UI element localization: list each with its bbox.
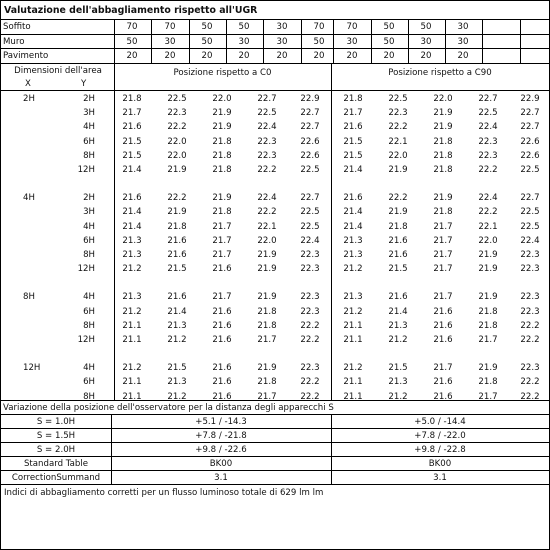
c90-value: 21.6 <box>433 335 453 345</box>
c0-value: 21.6 <box>122 122 142 133</box>
c90-value: 21.3 <box>343 292 363 303</box>
row-y-label: 3H <box>83 108 95 119</box>
c0-value: 21.3 <box>167 320 187 331</box>
c90-value: 22.0 <box>388 150 408 161</box>
reflectance-value: 50 <box>126 37 138 47</box>
c0-value: 21.4 <box>167 306 187 317</box>
c90-value: 22.6 <box>520 136 540 147</box>
reflectance-value: 50 <box>313 37 325 47</box>
c0-value: 21.6 <box>212 377 232 388</box>
c90-value: 21.6 <box>343 193 363 204</box>
grid-line <box>1 48 549 49</box>
c90-value: 21.9 <box>433 122 453 133</box>
c90-value: 21.7 <box>433 292 453 303</box>
c0-value: 21.6 <box>212 320 232 331</box>
c0-header: Posizione rispetto a C0 <box>173 68 272 78</box>
c90-value: 21.8 <box>478 377 498 388</box>
c90-value: 21.3 <box>343 250 363 260</box>
reflectance-value: 20 <box>238 51 250 61</box>
c0-value: 21.8 <box>257 320 277 331</box>
c0-value: 21.8 <box>212 150 232 161</box>
c0-value: 22.7 <box>300 108 320 119</box>
c0-value: 21.9 <box>212 193 232 204</box>
grid-line <box>1 90 549 91</box>
variation-c90: +9.8 / -22.8 <box>414 445 466 455</box>
c90-value: 21.1 <box>343 391 363 402</box>
c90-value: 21.2 <box>343 264 363 275</box>
correction-summand-label: CorrectionSummand <box>11 473 101 483</box>
reflectance-value: 70 <box>126 22 138 32</box>
c90-value: 22.4 <box>520 235 540 246</box>
grid-line <box>1 456 549 457</box>
c0-value: 22.2 <box>300 391 320 402</box>
c0-value: 21.1 <box>122 391 142 402</box>
reflectance-value: 30 <box>276 22 288 32</box>
c90-value: 21.7 <box>478 391 498 402</box>
grid-line <box>1 470 549 471</box>
c90-value: 21.9 <box>478 250 498 260</box>
c90-value: 21.8 <box>433 150 453 161</box>
reflectance-value: 50 <box>238 22 250 32</box>
c0-value: 21.7 <box>212 292 232 303</box>
variation-c90: +5.0 / -14.4 <box>414 417 466 427</box>
reflectance-value: 20 <box>313 51 325 61</box>
c0-value: 22.9 <box>300 94 320 104</box>
c90-value: 21.1 <box>343 335 363 345</box>
row-y-label: 4H <box>83 292 95 303</box>
c90-value: 21.9 <box>478 363 498 374</box>
c0-value: 21.6 <box>212 363 232 374</box>
variation-c0: +7.8 / -21.8 <box>195 431 247 441</box>
c90-value: 21.9 <box>433 108 453 119</box>
c0-value: 21.9 <box>167 165 187 175</box>
c90-value: 22.1 <box>388 136 408 147</box>
standard-table-c0: BK00 <box>209 459 233 469</box>
row-y-label: 4H <box>83 122 95 133</box>
c90-value: 21.6 <box>433 377 453 388</box>
c0-value: 21.8 <box>212 136 232 147</box>
c90-value: 21.8 <box>433 136 453 147</box>
c0-value: 22.3 <box>300 292 320 303</box>
c0-value: 22.4 <box>257 193 277 204</box>
c0-value: 22.3 <box>257 136 277 147</box>
c90-value: 22.7 <box>520 108 540 119</box>
c90-value: 22.2 <box>520 335 540 345</box>
c0-value: 22.2 <box>167 122 187 133</box>
c90-value: 22.3 <box>520 306 540 317</box>
c0-value: 21.8 <box>257 306 277 317</box>
c0-value: 21.6 <box>212 391 232 402</box>
c90-value: 21.2 <box>388 391 408 402</box>
c0-value: 21.7 <box>212 235 232 246</box>
row-y-label: 6H <box>83 136 95 147</box>
c0-value: 21.6 <box>167 250 187 260</box>
x-header: X <box>25 79 31 89</box>
c0-value: 21.6 <box>212 306 232 317</box>
c0-value: 21.1 <box>122 335 142 345</box>
c90-value: 21.7 <box>343 108 363 119</box>
c0-value: 21.5 <box>167 264 187 275</box>
c90-value: 21.9 <box>433 193 453 204</box>
row-y-label: 6H <box>83 306 95 317</box>
c90-value: 22.4 <box>478 122 498 133</box>
reflectance-value: 50 <box>383 37 395 47</box>
c90-value: 21.8 <box>433 207 453 218</box>
c90-value: 21.5 <box>343 136 363 147</box>
reflectance-value: 50 <box>201 22 213 32</box>
reflectance-label: Soffito <box>3 22 31 32</box>
c90-value: 22.0 <box>478 235 498 246</box>
grid-line <box>1 63 549 64</box>
correction-summand-c90: 3.1 <box>433 473 447 483</box>
c0-value: 22.0 <box>167 136 187 147</box>
dimensions-header: Dimensioni dell'area <box>14 66 102 76</box>
reflectance-value: 30 <box>238 37 250 47</box>
variation-c0: +5.1 / -14.3 <box>195 417 247 427</box>
c90-value: 21.5 <box>388 264 408 275</box>
c0-value: 21.8 <box>167 221 187 232</box>
grid-line <box>482 19 483 63</box>
row-y-label: 12H <box>77 335 95 345</box>
c90-value: 21.2 <box>388 335 408 345</box>
c90-value: 21.7 <box>433 235 453 246</box>
c0-value: 21.7 <box>212 250 232 260</box>
c90-value: 22.3 <box>520 264 540 275</box>
reflectance-value: 30 <box>164 37 176 47</box>
reflectance-label: Pavimento <box>3 51 49 61</box>
c90-value: 21.4 <box>343 221 363 232</box>
c90-value: 21.9 <box>388 165 408 175</box>
reflectance-value: 70 <box>313 22 325 32</box>
c90-header: Posizione rispetto a C90 <box>388 68 492 78</box>
row-y-label: 4H <box>83 221 95 232</box>
row-y-label: 12H <box>77 165 95 175</box>
row-y-label: 3H <box>83 207 95 218</box>
c0-value: 21.5 <box>122 136 142 147</box>
c0-value: 22.4 <box>300 235 320 246</box>
grid-line <box>520 19 521 63</box>
reflectance-value: 30 <box>457 22 469 32</box>
c0-value: 21.7 <box>257 335 277 345</box>
c0-value: 21.2 <box>167 391 187 402</box>
y-header: Y <box>81 79 87 89</box>
c0-value: 22.2 <box>257 165 277 175</box>
c90-value: 22.2 <box>388 122 408 133</box>
c0-value: 22.3 <box>300 306 320 317</box>
c90-value: 21.5 <box>388 363 408 374</box>
c0-value: 21.9 <box>257 264 277 275</box>
c0-value: 22.2 <box>300 377 320 388</box>
c90-value: 21.7 <box>433 221 453 232</box>
c0-value: 21.4 <box>122 165 142 175</box>
c90-value: 21.5 <box>343 150 363 161</box>
c90-value: 22.6 <box>520 150 540 161</box>
reflectance-value: 20 <box>201 51 213 61</box>
c0-value: 21.2 <box>122 363 142 374</box>
grid-line <box>1 34 549 35</box>
grid-line <box>1 428 549 429</box>
c0-value: 21.3 <box>122 250 142 260</box>
c0-value: 21.6 <box>122 193 142 204</box>
c90-value: 22.3 <box>478 136 498 147</box>
c0-value: 22.3 <box>257 150 277 161</box>
c90-value: 22.2 <box>478 165 498 175</box>
row-y-label: 4H <box>83 363 95 374</box>
row-y-label: 8H <box>83 150 95 161</box>
spacing-label: S = 1.5H <box>36 431 76 441</box>
group-x-label: 8H <box>23 292 35 303</box>
c0-value: 21.6 <box>212 335 232 345</box>
row-y-label: 6H <box>83 377 95 388</box>
group-x-label: 2H <box>23 94 35 104</box>
c0-value: 21.9 <box>167 207 187 218</box>
c0-value: 22.5 <box>300 221 320 232</box>
c90-value: 21.8 <box>343 94 363 104</box>
c90-value: 21.6 <box>388 250 408 260</box>
reflectance-value: 20 <box>457 51 469 61</box>
reflectance-value: 70 <box>346 22 358 32</box>
c90-value: 21.3 <box>388 377 408 388</box>
c90-value: 21.6 <box>433 320 453 331</box>
c90-value: 21.4 <box>343 165 363 175</box>
c0-value: 22.7 <box>257 94 277 104</box>
c0-value: 21.3 <box>122 235 142 246</box>
row-y-label: 2H <box>83 193 95 204</box>
group-x-label: 12H <box>23 363 41 374</box>
c90-value: 22.5 <box>388 94 408 104</box>
c0-value: 21.1 <box>122 320 142 331</box>
footer-note: Indici di abbagliamento corretti per un flusso luminoso totale di 629 lm lm <box>4 488 324 498</box>
c0-value: 21.8 <box>257 377 277 388</box>
c0-value: 21.5 <box>122 150 142 161</box>
c90-value: 22.3 <box>388 108 408 119</box>
c90-value: 22.3 <box>520 363 540 374</box>
c0-value: 22.2 <box>257 207 277 218</box>
c0-value: 21.9 <box>257 292 277 303</box>
c90-value: 21.6 <box>388 235 408 246</box>
c90-value: 22.4 <box>478 193 498 204</box>
c90-value: 21.7 <box>433 363 453 374</box>
c90-value: 22.3 <box>520 250 540 260</box>
c90-value: 21.3 <box>343 235 363 246</box>
c90-value: 21.9 <box>388 207 408 218</box>
group-x-label: 4H <box>23 193 35 204</box>
c90-value: 21.6 <box>433 391 453 402</box>
c90-value: 21.9 <box>478 292 498 303</box>
standard-table-c90: BK00 <box>428 459 452 469</box>
c90-value: 21.7 <box>433 264 453 275</box>
row-y-label: 8H <box>83 250 95 260</box>
c0-value: 21.1 <box>122 377 142 388</box>
c0-value: 22.2 <box>167 193 187 204</box>
c90-value: 21.8 <box>478 320 498 331</box>
c0-value: 21.2 <box>122 306 142 317</box>
c90-value: 21.3 <box>388 320 408 331</box>
reflectance-label: Muro <box>3 37 25 47</box>
c90-value: 21.1 <box>343 377 363 388</box>
c0-value: 21.5 <box>167 363 187 374</box>
c0-value: 21.3 <box>167 377 187 388</box>
c0-value: 22.0 <box>212 94 232 104</box>
reflectance-value: 20 <box>420 51 432 61</box>
c90-value: 21.7 <box>433 250 453 260</box>
c0-value: 22.2 <box>300 335 320 345</box>
c0-value: 21.6 <box>212 264 232 275</box>
c0-value: 22.3 <box>167 108 187 119</box>
reflectance-value: 30 <box>457 37 469 47</box>
table-title: Valutazione dell'abbagliamento rispetto all'UGR <box>4 5 258 16</box>
c0-value: 22.3 <box>300 250 320 260</box>
c0-value: 22.5 <box>300 165 320 175</box>
c90-value: 22.7 <box>478 94 498 104</box>
c90-value: 21.8 <box>388 221 408 232</box>
c90-value: 21.4 <box>343 207 363 218</box>
c90-value: 22.7 <box>520 122 540 133</box>
c0-value: 21.7 <box>122 108 142 119</box>
row-y-label: 12H <box>77 264 95 275</box>
c0-value: 22.0 <box>257 235 277 246</box>
c0-value: 22.3 <box>300 264 320 275</box>
variation-title: Variazione della posizione dell'osservatore per la distanza degli apparecchi S <box>3 403 334 413</box>
c90-value: 22.3 <box>520 292 540 303</box>
c90-value: 21.1 <box>343 320 363 331</box>
c0-value: 22.4 <box>257 122 277 133</box>
c90-value: 21.2 <box>343 363 363 374</box>
c0-value: 21.9 <box>212 108 232 119</box>
c90-value: 22.5 <box>478 108 498 119</box>
c90-value: 22.2 <box>478 207 498 218</box>
c90-value: 21.6 <box>388 292 408 303</box>
c90-value: 21.2 <box>343 306 363 317</box>
grid-line <box>1 19 549 20</box>
spacing-label: S = 1.0H <box>36 417 76 427</box>
c0-value: 21.7 <box>257 391 277 402</box>
grid-line <box>1 484 549 485</box>
spacing-label: S = 2.0H <box>36 445 76 455</box>
grid-line <box>1 414 549 415</box>
c90-value: 22.2 <box>520 377 540 388</box>
reflectance-value: 70 <box>164 22 176 32</box>
c0-value: 21.9 <box>257 363 277 374</box>
c0-value: 21.9 <box>212 122 232 133</box>
c90-value: 22.1 <box>478 221 498 232</box>
c0-value: 22.6 <box>300 150 320 161</box>
reflectance-value: 30 <box>420 37 432 47</box>
c90-value: 21.8 <box>478 306 498 317</box>
c90-value: 21.7 <box>478 335 498 345</box>
row-y-label: 8H <box>83 391 95 402</box>
c0-value: 21.7 <box>212 221 232 232</box>
c0-value: 22.2 <box>300 320 320 331</box>
reflectance-value: 20 <box>276 51 288 61</box>
reflectance-value: 50 <box>201 37 213 47</box>
c90-value: 22.3 <box>478 150 498 161</box>
c90-value: 22.2 <box>520 320 540 331</box>
c0-value: 21.6 <box>167 235 187 246</box>
c90-value: 21.6 <box>433 306 453 317</box>
row-y-label: 6H <box>83 235 95 246</box>
c90-value: 22.2 <box>388 193 408 204</box>
c0-value: 21.6 <box>167 292 187 303</box>
c0-value: 21.8 <box>212 207 232 218</box>
row-y-label: 2H <box>83 94 95 104</box>
c90-value: 21.9 <box>478 264 498 275</box>
c0-value: 21.8 <box>122 94 142 104</box>
reflectance-value: 20 <box>126 51 138 61</box>
reflectance-value: 30 <box>276 37 288 47</box>
c90-value: 22.0 <box>433 94 453 104</box>
c90-value: 22.2 <box>520 391 540 402</box>
c0-value: 21.2 <box>122 264 142 275</box>
c0-value: 21.3 <box>122 292 142 303</box>
reflectance-value: 30 <box>346 37 358 47</box>
row-y-label: 8H <box>83 320 95 331</box>
reflectance-value: 20 <box>164 51 176 61</box>
c0-value: 22.6 <box>300 136 320 147</box>
grid-line <box>331 63 332 400</box>
c0-value: 22.5 <box>257 108 277 119</box>
c0-value: 22.7 <box>300 122 320 133</box>
c0-value: 22.1 <box>257 221 277 232</box>
variation-c90: +7.8 / -22.0 <box>414 431 466 441</box>
c90-value: 22.7 <box>520 193 540 204</box>
c90-value: 22.5 <box>520 165 540 175</box>
c90-value: 22.5 <box>520 221 540 232</box>
standard-table-label: Standard Table <box>23 459 89 469</box>
reflectance-value: 20 <box>383 51 395 61</box>
correction-summand-c0: 3.1 <box>214 473 228 483</box>
reflectance-value: 20 <box>346 51 358 61</box>
grid-line <box>1 442 549 443</box>
c0-value: 22.5 <box>167 94 187 104</box>
c0-value: 22.5 <box>300 207 320 218</box>
reflectance-value: 50 <box>383 22 395 32</box>
c0-value: 22.7 <box>300 193 320 204</box>
c90-value: 21.8 <box>433 165 453 175</box>
c0-value: 21.8 <box>212 165 232 175</box>
c90-value: 22.9 <box>520 94 540 104</box>
c0-value: 22.3 <box>300 363 320 374</box>
c0-value: 21.4 <box>122 221 142 232</box>
reflectance-value: 50 <box>420 22 432 32</box>
c0-value: 22.0 <box>167 150 187 161</box>
c90-value: 21.6 <box>343 122 363 133</box>
c90-value: 21.4 <box>388 306 408 317</box>
c90-value: 22.5 <box>520 207 540 218</box>
c0-value: 21.2 <box>167 335 187 345</box>
c0-value: 21.4 <box>122 207 142 218</box>
c0-value: 21.9 <box>257 250 277 260</box>
variation-c0: +9.8 / -22.6 <box>195 445 247 455</box>
